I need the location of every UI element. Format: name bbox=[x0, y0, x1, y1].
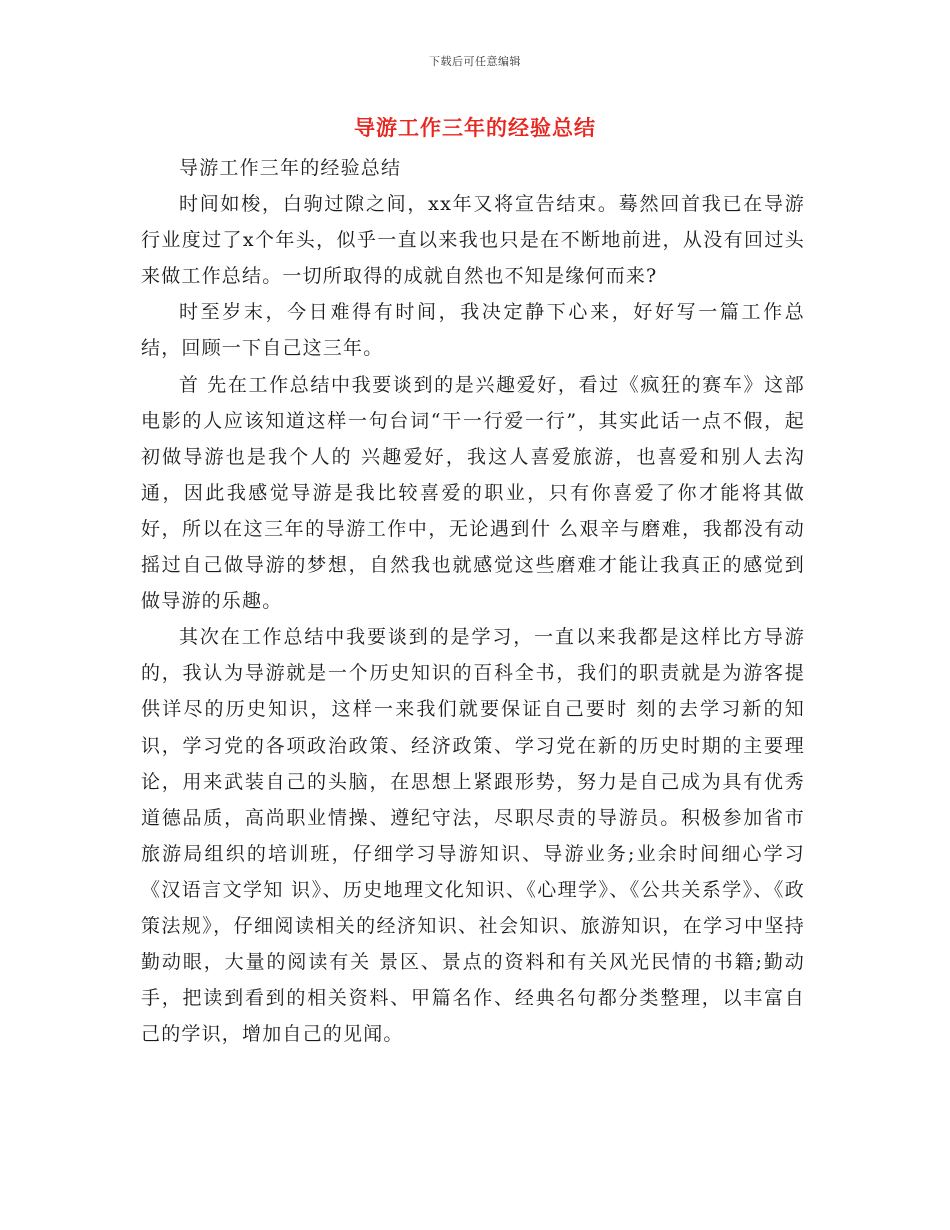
document-body bbox=[141, 150, 805, 1052]
paragraph-interests: 首 先在工作总结中我要谈到的是兴趣爱好，看过《疯狂的赛车》这部电影的人应该知道这样一句台词“干一行爱一行”，其实此话一点不假，起初做导游也是我个人的 兴趣爱好，我这人喜爱旅游，也喜爱和别人去沟通，因此我感觉导游是我比较喜爱的职业，只有你喜爱了你才能将其做好，所以在这三年的导游工作中，无论遇到什 么艰辛与磨难，我都没有动摇过自己做导游的梦想，自然我也就感觉这些磨难才能让我真正的感觉到做导游的乐趣。 bbox=[141, 373, 805, 613]
paragraph-year-end: 时至岁末，今日难得有时间，我决定静下心来，好好写一篇工作总结，回顾一下自己这三年。 bbox=[141, 301, 805, 360]
paragraph-intro: 时间如梭，白驹过隙之间，xx年又将宣告结束。蓦然回首我已在导游行业度过了x个年头，似乎一直以来我也只是在不断地前进，从没有回过头来做工作总结。一切所取得的成就自然也不知是缘何而来? bbox=[141, 193, 805, 288]
header-note: 下载后可任意编辑 bbox=[429, 55, 521, 68]
paragraph-learning: 其次在工作总结中我要谈到的是学习，一直以来我都是这样比方导游的，我认为导游就是一个历史知识的百科全书，我们的职责就是为游客提供详尽的历史知识，这样一来我们就要保证自己要时 刻的去学习新的知识，学习党的各项政治政策、经济政策、学习党在新的历史时期的主要理论，用来武装自己的头脑，在思想上紧跟形势，努力是自己成为具有优秀 道德品质，高尚职业情操、遵纪守法，尽职尽责的导游员。积极参加省市旅游局组织的培训班，仔细学习导游知识、导游业务;业余时间细心学习《汉语言文学知 识》、历史地理文化知识、《心理学》、《公共关系学》、《政策法规》，仔细阅读相关的经济知识、社会知识、旅游知识，在学习中坚持勤动眼，大量的阅读有关 景区、景点的资料和有关风光民情的书籍;勤动手，把读到看到的相关资料、甲篇名作、经典名句都分类整理，以丰富自己的学识，增加自己的见闻。 bbox=[141, 626, 805, 1046]
document-title: 导游工作三年的经验总结 bbox=[354, 115, 596, 140]
paragraph-subtitle: 导游工作三年的经验总结 bbox=[179, 157, 402, 179]
